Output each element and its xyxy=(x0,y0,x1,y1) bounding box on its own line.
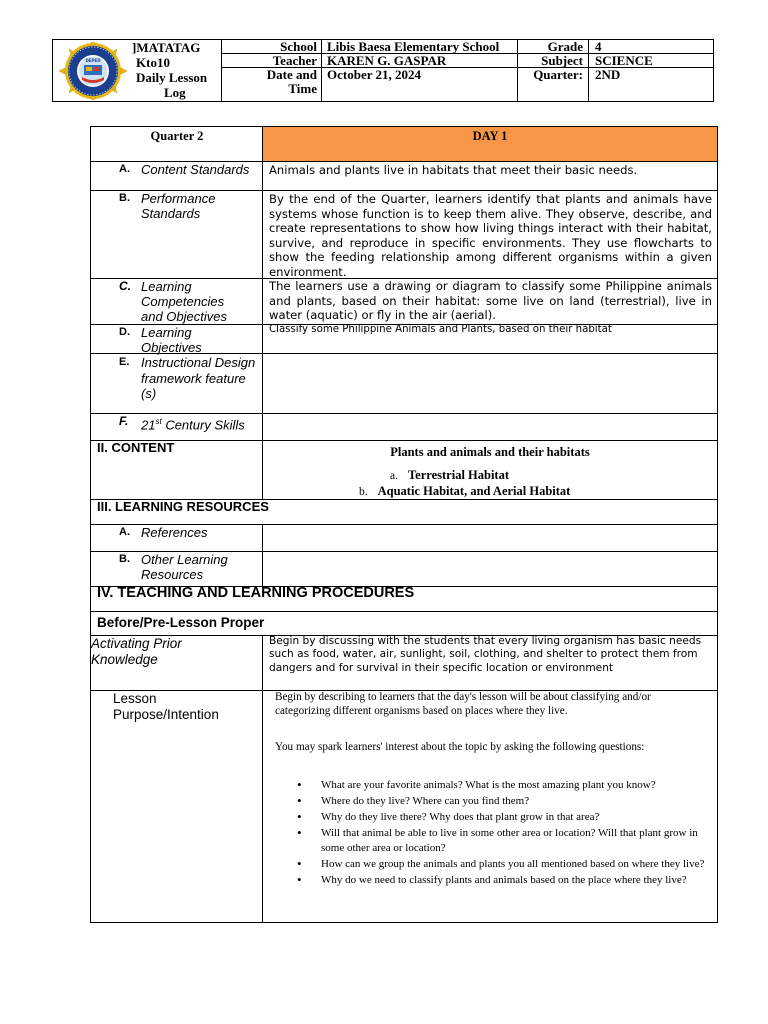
date-label-line-2: Time xyxy=(288,81,317,96)
row-label-text: Other Learning Resources xyxy=(141,552,228,582)
row-label-text: Content Standards xyxy=(141,162,250,177)
quarter-label: Quarter: xyxy=(533,67,583,82)
grade-label: Grade xyxy=(547,39,583,54)
day-heading: DAY 1 xyxy=(472,129,508,143)
quarter-heading: Quarter 2 xyxy=(150,129,204,143)
references-label xyxy=(119,525,251,540)
learning-resources-heading: III. LEARNING RESOURCES xyxy=(97,499,269,514)
learning-resources-row xyxy=(91,499,717,524)
references-row xyxy=(91,524,717,551)
row-label-text: Performance Standards xyxy=(141,191,216,221)
content-item-b xyxy=(359,484,570,499)
row-marker: E. xyxy=(119,356,130,368)
date-label-line-1: Date and xyxy=(266,67,317,82)
question-item: • Why do we need to classify plants and animals based on the place where they live? xyxy=(277,873,711,888)
lesson-purpose-para1: Begin by describing to learners that the day's lesson will be about classifying and/or categorizing different organisms based on places where they live. xyxy=(275,691,651,717)
subject-value: SCIENCE xyxy=(595,53,653,68)
svg-text:DEPED: DEPED xyxy=(85,58,101,63)
quarter-value: 2ND xyxy=(595,67,621,82)
row-label-text: Learning Objectives xyxy=(141,325,202,355)
content-title: Plants and animals and their habitats xyxy=(390,445,590,459)
other-resources-label xyxy=(119,552,251,582)
learning-objectives-row xyxy=(91,324,717,353)
performance-standards-text: By the end of the Quarter, learners identify that plants and animals have systems whose function is to keep them alive. They observe, describe, and create representations to show how living things interact with their habitat, survive, and reproduce in specific environments. They use flowcharts to show the feeding relationship among different organisms within a given environment. xyxy=(269,192,712,279)
pre-lesson-heading: Before/Pre-Lesson Proper xyxy=(97,615,265,630)
row-label-text: Learning Competencies and Objectives xyxy=(141,279,227,324)
century-skills-label xyxy=(119,414,261,433)
procedures-row xyxy=(91,586,717,611)
row-marker: B. xyxy=(119,553,130,565)
content-item-a xyxy=(390,468,509,483)
century-skills-row xyxy=(91,413,717,440)
teacher-label: Teacher xyxy=(272,53,317,68)
content-row xyxy=(91,440,717,499)
other-resources-row xyxy=(91,551,717,586)
date-value: October 21, 2024 xyxy=(327,67,421,82)
content-topics xyxy=(263,441,717,499)
date-label xyxy=(223,68,317,96)
row-marker: B. xyxy=(119,192,130,204)
motivation-questions xyxy=(277,778,711,889)
instructional-design-row xyxy=(91,353,717,413)
question-item: • Will that animal be able to live in some other area or location? Will that plant grow in some other area or location? xyxy=(277,826,711,855)
century-skills-number: 21 xyxy=(141,417,156,433)
item-marker: b. xyxy=(359,486,368,498)
activating-knowledge-label: Activating Prior Knowledge xyxy=(91,636,182,667)
subject-label: Subject xyxy=(541,53,583,68)
question-item: • How can we group the animals and plants you all mentioned based on where they live? xyxy=(277,857,711,872)
pre-lesson-row xyxy=(91,611,717,635)
lesson-purpose-row xyxy=(91,690,717,922)
item-text: Aquatic Habitat, and Aerial Habitat xyxy=(377,484,571,498)
content-standards-label xyxy=(119,162,251,177)
learning-objectives-text: Classify some Philippine Animals and Plants, based on their habitat xyxy=(269,324,612,335)
content-standards-text: Animals and plants live in habitats that meet their basic needs. xyxy=(269,163,638,177)
lesson-log-header xyxy=(52,39,714,102)
question-item: • What are your favorite animals? What is the most amazing plant you know? xyxy=(277,778,711,793)
school-label: School xyxy=(280,39,317,54)
table-header-row xyxy=(91,127,717,161)
brand-line-3: Daily Lesson xyxy=(136,70,208,85)
learning-competencies-label xyxy=(119,279,241,324)
row-marker: D. xyxy=(119,326,130,338)
school-seal-logo xyxy=(57,42,129,100)
performance-standards-label xyxy=(119,191,251,221)
row-marker: A. xyxy=(119,526,130,538)
learning-objectives-label xyxy=(119,325,251,355)
brand-line-1: ]MATATAG xyxy=(132,40,201,55)
content-standards-row xyxy=(91,161,717,190)
instructional-design-label xyxy=(119,355,259,402)
content-heading: II. CONTENT xyxy=(97,440,175,455)
learning-competencies-row xyxy=(91,278,717,324)
question-item: • Where do they live? Where can you find them? xyxy=(277,794,711,809)
school-value: Libis Baesa Elementary School xyxy=(327,39,500,54)
lesson-plan-table xyxy=(90,126,718,923)
question-item: • Why do they live there? Why does that plant grow in that area? xyxy=(277,810,711,825)
item-text: Terrestrial Habitat xyxy=(407,468,510,482)
performance-standards-row xyxy=(91,190,717,278)
teacher-value: KAREN G. GASPAR xyxy=(327,53,447,68)
learning-competencies-text: The learners use a drawing or diagram to classify some Philippine animals and plants, based on their habitat: some live on land (terrestrial), live in water (aquatic) or fly in the air (aerial). xyxy=(269,279,712,322)
row-marker: F. xyxy=(119,414,129,428)
brand-line-2: Kto10 xyxy=(136,55,170,70)
procedures-heading: IV. TEACHING AND LEARNING PROCEDURES xyxy=(97,585,415,601)
lesson-purpose-para2: You may spark learners' interest about the topic by asking the following questions: xyxy=(275,741,645,753)
row-label-text: Instructional Design framework feature (s) xyxy=(141,355,256,401)
row-marker: A. xyxy=(119,163,130,175)
century-skills-suffix: st xyxy=(155,417,162,426)
brand-line-4: Log xyxy=(164,85,186,100)
activating-knowledge-row xyxy=(91,635,717,690)
row-marker: C. xyxy=(119,279,131,293)
lesson-purpose-label: Lesson Purpose/Intention xyxy=(113,691,219,722)
activating-knowledge-text: Begin by discussing with the students that every living organism has basic needs such as food, water, air, sunlight, soil, clothing, and shelter to protect them from dangers and for survival in their specific location or environment xyxy=(269,635,702,674)
grade-value: 4 xyxy=(595,39,602,54)
row-label-text: References xyxy=(141,525,208,540)
item-marker: a. xyxy=(390,470,398,482)
century-skills-text: Century Skills xyxy=(161,417,245,433)
